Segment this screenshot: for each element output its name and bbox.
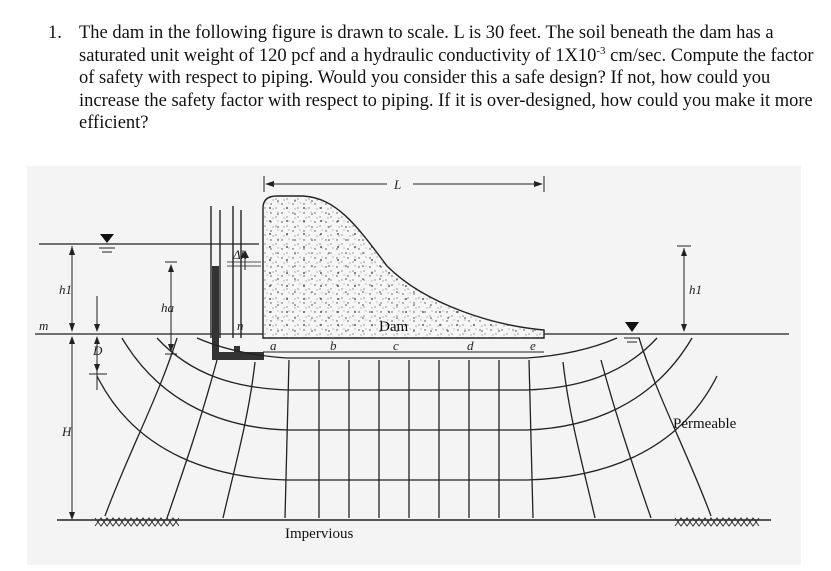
question-number: 1. xyxy=(48,23,62,43)
label-dam: Dam xyxy=(379,319,409,335)
piezometer-tubes xyxy=(211,206,264,360)
label-delta-h: Δh xyxy=(233,247,248,262)
question-text xyxy=(79,22,819,135)
dam-flow-net-figure xyxy=(27,166,801,565)
label-e: e xyxy=(530,338,536,353)
H-dimension xyxy=(61,336,75,520)
impervious-layer xyxy=(57,518,771,526)
label-L: L xyxy=(394,177,402,192)
h1-right-dimension xyxy=(677,246,702,332)
water-table-icon-right xyxy=(625,322,639,332)
point-labels xyxy=(270,338,536,353)
D-dimension xyxy=(89,296,107,390)
label-ha: ha xyxy=(161,300,174,315)
exponent: -3 xyxy=(596,44,606,57)
label-n: n xyxy=(237,318,244,333)
dam-body xyxy=(263,196,544,338)
label-D: D xyxy=(93,343,103,358)
question-text-part2: cm/sec. Compute the factor of safety with respect to piping. Would you consider this a safe design? If not, how could you increase the safety factor with respect to piping. If it is over-designed, how could you make it more efficient? xyxy=(79,45,814,134)
label-d: d xyxy=(467,338,474,353)
length-dimension xyxy=(264,176,544,192)
label-permeable: Permeable xyxy=(673,416,737,432)
question-text-part1: The dam in the following figure is drawn to scale. L is 30 feet. The soil beneath the dam has a saturated unit weight of 120 pcf and a hydraulic conductivity of 1X10 xyxy=(79,23,774,66)
label-H: H xyxy=(62,424,72,439)
flow-lines xyxy=(97,338,717,480)
label-b: b xyxy=(330,338,337,353)
equipotential-lines xyxy=(105,338,711,518)
label-c: c xyxy=(393,338,399,353)
water-table-icon xyxy=(100,234,114,243)
tailwater-level xyxy=(624,322,640,342)
label-a: a xyxy=(270,338,277,353)
label-impervious: Impervious xyxy=(285,526,354,542)
label-m: m xyxy=(39,318,49,333)
label-h1-right: h1 xyxy=(689,282,702,297)
dam-figure-panel xyxy=(27,166,801,565)
ha-dimension xyxy=(161,262,177,354)
label-h1-left: h1 xyxy=(59,282,72,297)
h1-left-dimension xyxy=(39,246,75,333)
